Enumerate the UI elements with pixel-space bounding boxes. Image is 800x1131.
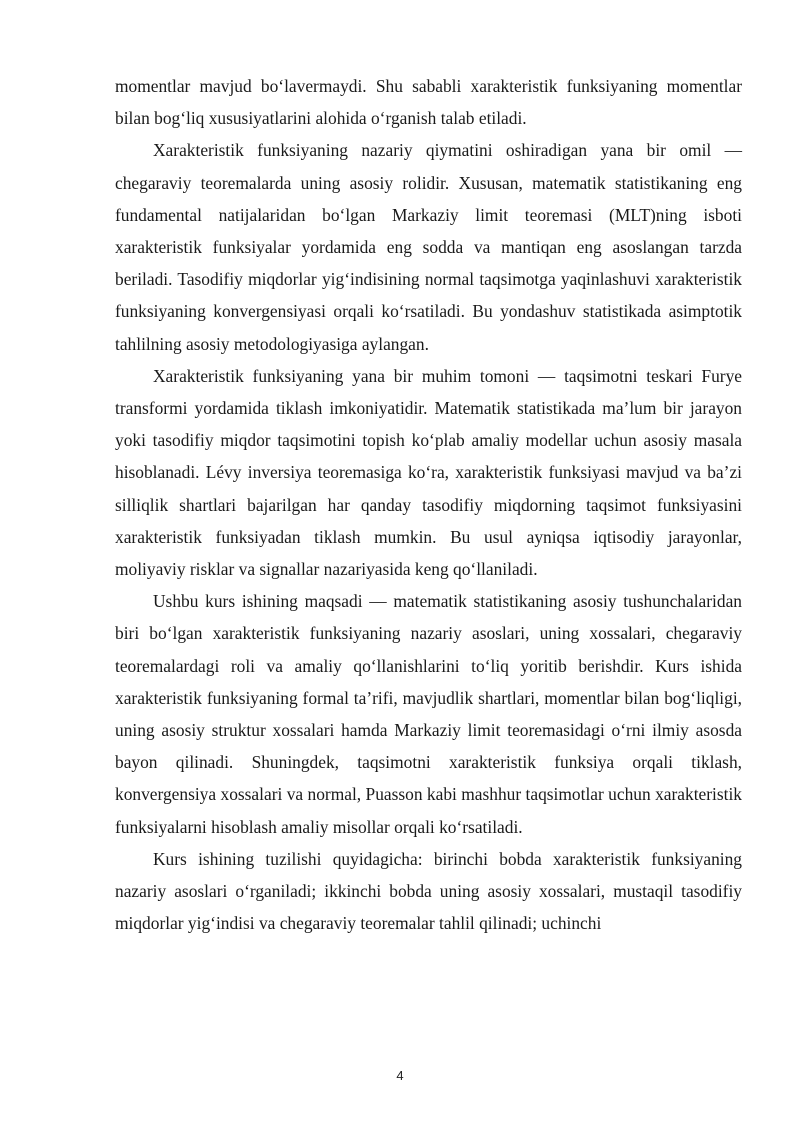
page-body [115,70,742,939]
page-number: 4 [396,1068,404,1083]
paragraph-1: momentlar mavjud bo‘lavermaydi. Shu sababli xarakteristik funksiyaning momentlar bilan bog‘liq xususiyatlarini alohida o‘rganish talab etiladi. [115,76,742,129]
paragraph-4: Ushbu kurs ishining maqsadi — matematik statistikaning asosiy tushunchalaridan biri bo‘lgan xarakteristik funksiyaning nazariy asoslari, uning xossalari, chegaraviy teoremalardagi roli va amaliy qo‘llanishlarini to‘liq yoritib berishdir. Kurs ishida xarakteristik funksiyaning formal ta’rifi, mavjudlik shartlari, momentlar bilan bog‘liqligi, uning asosiy struktur xossalari hamda Markaziy limit teoremasidagi o‘rni ilmiy asosda bayon qilinadi. Shuningdek, taqsimotni xarakteristik funksiya orqali tiklash, konvergensiya xossalari va normal, Puasson kabi mashhur taqsimotlar uchun xarakteristik funksiyalarni hisoblash amaliy misollar orqali ko‘rsatiladi. [115,591,742,837]
paragraph-2: Xarakteristik funksiyaning nazariy qiymatini oshiradigan yana bir omil — chegaraviy teoremalarda uning asosiy rolidir. Xususan, matematik statistikaning eng fundamental natijalaridan bo‘lgan Markaziy limit teoremasi (MLT)ning isboti xarakteristik funksiyalar yordamida eng sodda va mantiqan eng asoslangan tarzda beriladi. Tasodifiy miqdorlar yig‘indisining normal taqsimotga yaqinlashuvi xarakteristik funksiyaning konvergensiyasi orqali ko‘rsatiladi. Bu yondashuv statistikada asimptotik tahlilning asosiy metodologiyasiga aylangan. [115,140,742,354]
paragraph-3: Xarakteristik funksiyaning yana bir muhim tomoni — taqsimotni teskari Furye transformi yordamida tiklash imkoniyatidir. Matematik statistikada ma’lum bir jarayon yoki tasodifiy miqdor taqsimotini topish ko‘plab amaliy modellar uchun asosiy masala hisoblanadi. Lévy inversiya teoremasiga ko‘ra, xarakteristik funksiyasi mavjud va ba’zi silliqlik shartlari bajarilgan har qanday tasodifiy miqdorning taqsimot funksiyasini xarakteristik funksiyadan tiklash mumkin. Bu usul ayniqsa iqtisodiy jarayonlar, moliyaviy risklar va signallar nazariyasida keng qo‘llaniladi. [115,365,742,580]
paragraph-5: Kurs ishining tuzilishi quyidagicha: birinchi bobda xarakteristik funksiyaning nazariy asoslari o‘rganiladi; ikkinchi bobda uning asosiy xossalari, mustaqil tasodifiy miqdorlar yig‘indisi va chegaraviy teoremalar tahlil qilinadi; uchinchi [115,848,742,934]
